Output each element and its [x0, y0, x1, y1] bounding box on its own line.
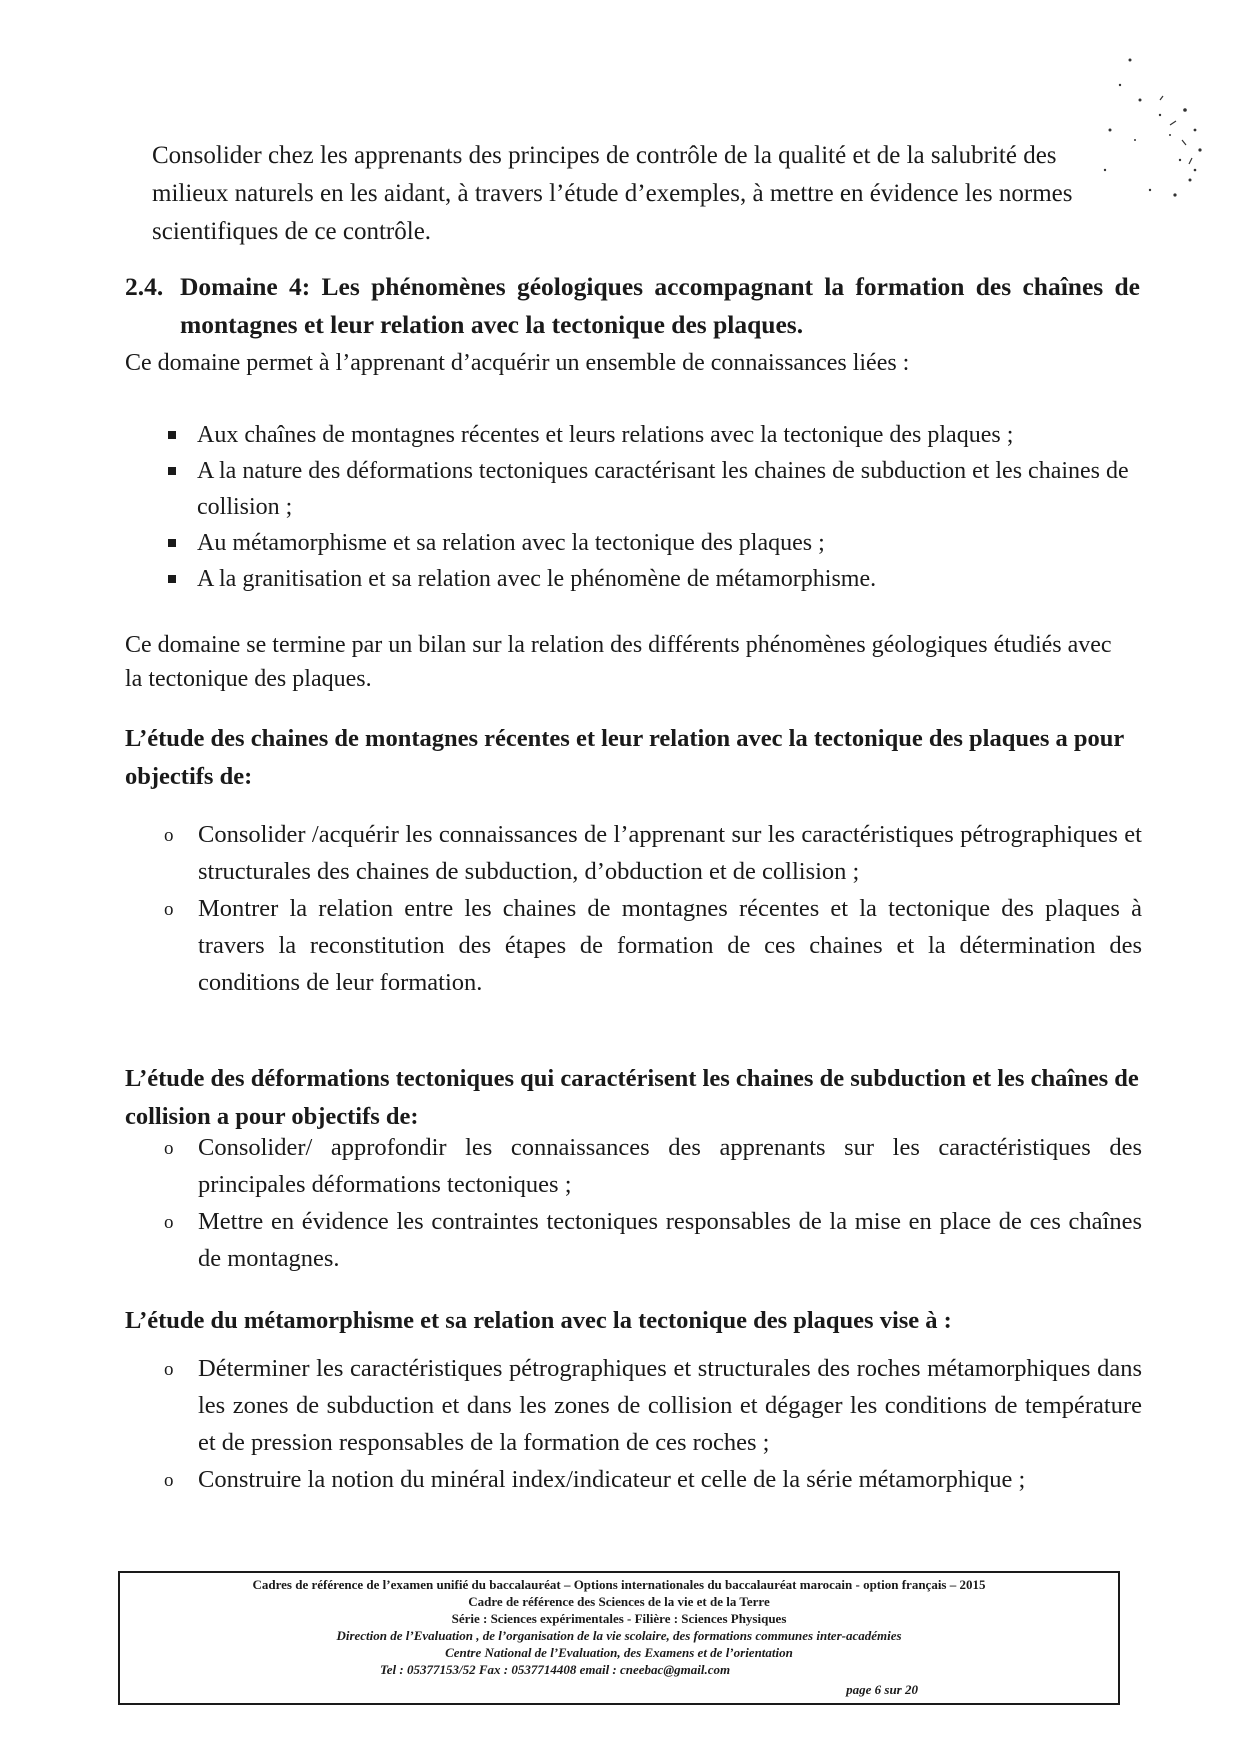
- list-item: o Consolider/ approfondir les connaissances des apprenants sur les caractéristiques des principales déformations tectoniques ;: [164, 1134, 1142, 1198]
- list-item: o Déterminer les caractéristiques pétrographiques et structurales des roches métamorphiques dans les zones de subduction et dans les zones de collision et dégager les conditions de température et de pression responsables de la formation de ces roches ;: [164, 1355, 1142, 1456]
- page-number: page 6 sur 20: [846, 1682, 918, 1697]
- footer-line: Centre National de l’Evaluation, des Examens et de l’orientation: [445, 1645, 793, 1660]
- footer-line: Direction de l’Evaluation , de l’organisation de la vie scolaire, des formations communes inter-académies: [336, 1628, 902, 1643]
- circle-bullet-icon: o: [164, 1470, 174, 1491]
- list-item: o Mettre en évidence les contraintes tectoniques responsables de la mise en place de ces chaînes de montagnes.: [164, 1208, 1142, 1272]
- square-bullet-icon: [168, 431, 176, 439]
- study3-list: [160, 1350, 1142, 1498]
- study1-list: [160, 816, 1142, 1001]
- list-item: o Consolider /acquérir les connaissances de l’apprenant sur les caractéristiques pétrographiques et structurales des chaines de subduction, d’obduction et de collision ;: [164, 821, 1142, 885]
- list-item: Au métamorphisme et sa relation avec la tectonique des plaques ;: [165, 525, 1135, 561]
- domain-intro: Ce domaine permet à l’apprenant d’acquérir un ensemble de connaissances liées :: [125, 350, 910, 376]
- study2-heading: L’étude des déformations tectoniques qui caractérisent les chaines de subduction et les chaînes de collision a pour objectifs de:: [125, 1065, 1139, 1130]
- domain-conclusion: Ce domaine se termine par un bilan sur la relation des différents phénomènes géologiques étudiés avec la tectonique des plaques.: [125, 632, 1112, 692]
- square-bullet-icon: [168, 539, 176, 547]
- circle-bullet-icon: o: [164, 1359, 174, 1380]
- list-item: o Construire la notion du minéral index/indicateur et celle de la série métamorphique ;: [164, 1466, 1026, 1493]
- page-footer: [118, 1571, 1120, 1705]
- list-item: A la granitisation et sa relation avec le phénomène de métamorphisme.: [165, 561, 1135, 597]
- circle-bullet-icon: o: [164, 1138, 174, 1159]
- list-item: Aux chaînes de montagnes récentes et leurs relations avec la tectonique des plaques ;: [165, 417, 1135, 453]
- intro-paragraph: Consolider chez les apprenants des principes de contrôle de la qualité et de la salubrité des milieux naturels en les aidant, à travers l’étude d’exemples, à mettre en évidence les normes scientifiques de ce contrôle.: [152, 142, 1073, 245]
- footer-line: Cadre de référence des Sciences de la vie et de la Terre: [468, 1594, 770, 1609]
- study2-list: [160, 1129, 1142, 1277]
- section-number: 2.4.: [125, 272, 164, 301]
- section-heading: [125, 268, 1140, 344]
- study1-heading: L’étude des chaines de montagnes récentes et leur relation avec la tectonique des plaques a pour objectifs de:: [125, 725, 1124, 790]
- list-item: A la nature des déformations tectoniques caractérisant les chaines de subduction et les chaines de collision ;: [165, 453, 1135, 525]
- list-item: o Montrer la relation entre les chaines de montagnes récentes et la tectonique des plaques à travers la reconstitution des étapes de formation de ces chaines et la détermination des conditions de leur formation.: [164, 895, 1142, 996]
- footer-contact: Tel : 05377153/52 Fax : 0537714408 email : cneebac@gmail.com: [380, 1662, 731, 1677]
- circle-bullet-icon: o: [164, 899, 174, 920]
- footer-line: Série : Sciences expérimentales - Filière : Sciences Physiques: [451, 1611, 787, 1626]
- circle-bullet-icon: o: [164, 825, 174, 846]
- section-title: Domaine 4: Les phénomènes géologiques accompagnant la formation des chaînes de montagnes et leur relation avec la tectonique des plaques.: [180, 272, 1140, 339]
- study3-heading: L’étude du métamorphisme et sa relation avec la tectonique des plaques vise à :: [125, 1307, 952, 1334]
- circle-bullet-icon: o: [164, 1212, 174, 1233]
- footer-line: Cadres de référence de l’examen unifié du baccalauréat – Options internationales du baccalauréat marocain - option français – 2015: [252, 1577, 986, 1592]
- square-bullet-icon: [168, 467, 176, 475]
- knowledge-list: [165, 417, 1135, 597]
- square-bullet-icon: [168, 575, 176, 583]
